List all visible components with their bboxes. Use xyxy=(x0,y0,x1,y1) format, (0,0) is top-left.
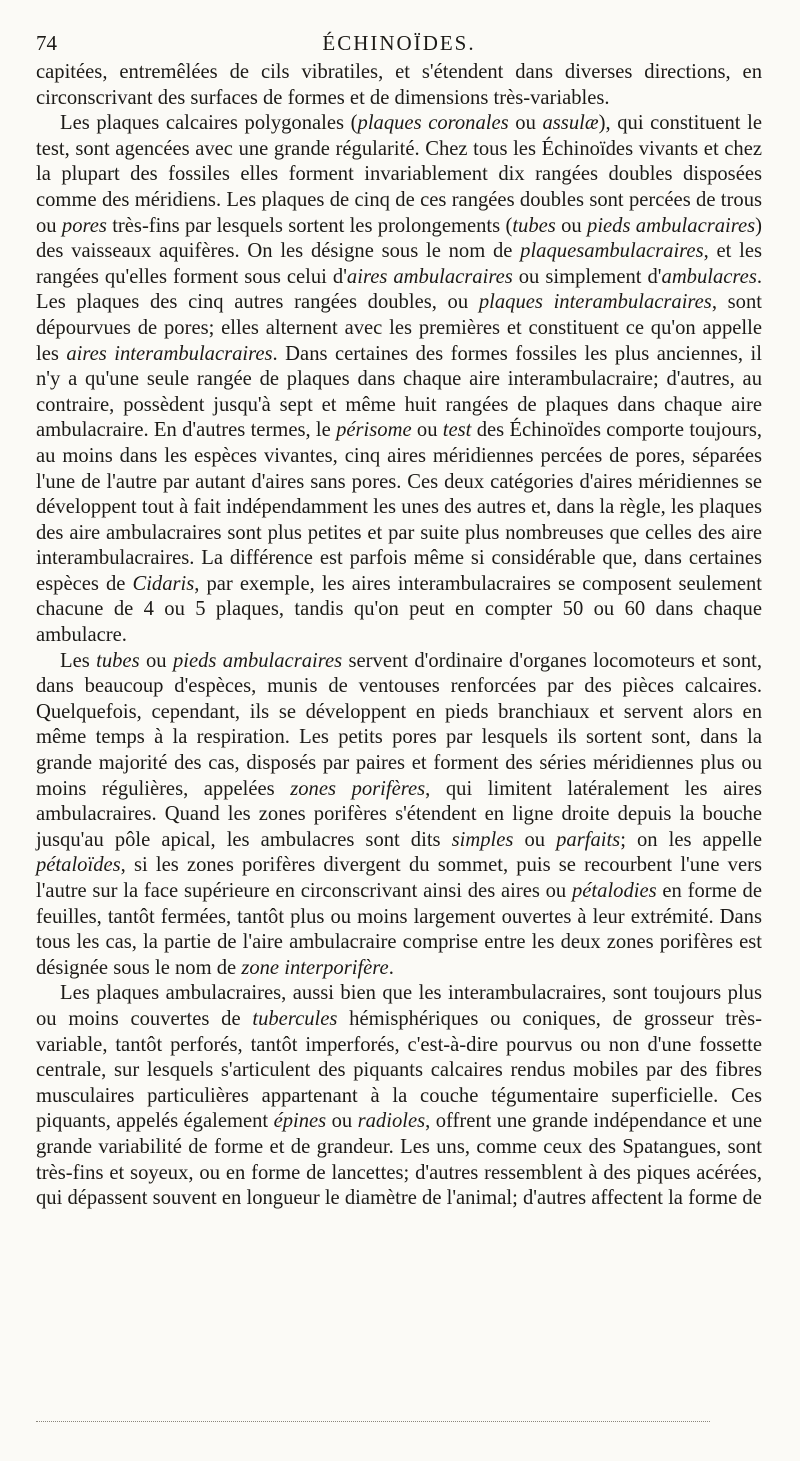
body-text xyxy=(36,60,762,1212)
text-run: très-fins par lesquels sortent les prolongements ( xyxy=(106,214,513,237)
text-run: Les xyxy=(60,649,97,672)
footer-rule xyxy=(36,1421,710,1422)
text-run: ou xyxy=(326,1110,358,1133)
text-run: ou xyxy=(411,419,443,442)
text-run: en forme de feuilles, tantôt fermées, tantôt plus ou moins largement ouvertes à leur extrémité. Dans tous les cas, la partie de l'aire ambulacraire comprise entre les deux zones porifères est désignée sous le nom de xyxy=(36,880,762,979)
text-run: ou simplement d' xyxy=(512,265,662,288)
text-run: , par exemple, les aires interambulacraires se composent seulement chacune de 4 ou 5 plaques, tandis qu'on peut en compter 50 ou 60 dans chaque ambulacre. xyxy=(36,572,762,647)
italic-term: assulæ xyxy=(542,112,599,135)
text-run: Les plaques calcaires polygonales ( xyxy=(60,112,358,135)
text-run: ou xyxy=(139,649,173,672)
italic-term: radioles xyxy=(357,1110,426,1133)
text-run: des Échinoïdes comporte toujours, au moins dans les espèces vivantes, cinq aires méridiennes percées de pores, séparées l'une de l'autre par autant d'aires sans pores. Ces deux catégories d'aires méridiennes se développent tout à fait indépendamment les unes des autres et, dans la règle, les plaques des aire ambulacraires sont plus petites et par suite plus nombreuses que celles des aire interambulacraires. La différence est parfois même si considérable que, dans certaines espèces de xyxy=(36,419,762,595)
italic-term: test xyxy=(442,419,472,442)
text-run: ou xyxy=(508,112,543,135)
text-run: , qui limitent latéralement les aires ambulacraires. Quand les zones porifères s'étendent en ligne droite depuis la bouche jusqu'au pôle apical, les ambulacres sont dits xyxy=(36,777,762,851)
italic-term: zones porifères xyxy=(290,777,426,800)
italic-term: plaques interambulacraires xyxy=(478,291,712,314)
italic-term: plaquesambulacraires xyxy=(520,240,704,263)
italic-term: aires interambulacraires xyxy=(66,342,273,365)
paragraph-3 xyxy=(36,649,762,982)
text-run: Les plaques ambulacraires, aussi bien que les interambulacraires, sont toujours plus ou moins couvertes de xyxy=(36,982,762,1030)
text-run: servent d'ordinaire d'organes locomoteurs et sont, dans beaucoup d'espèces, munis de ventouses renforcées par des pièces calcaires. Quelquefois, cependant, ils se développent en pieds branchiaux et servent alors en même temps à la respiration. Les petits pores par lesquels ils sortent sont, dans la grande majorité des cas, disposés par paires et forment des séries méridiennes plus ou moins régulières, appelées xyxy=(36,649,762,800)
italic-term: pieds ambulacraires xyxy=(172,649,343,672)
italic-term: pores xyxy=(61,214,107,237)
italic-term: pétaloïdes xyxy=(36,854,121,877)
italic-term: plaques coronales xyxy=(357,112,509,135)
running-head xyxy=(36,28,762,58)
text-run: , si les zones porifères divergent du sommet, puis se recourbent l'une vers l'autre sur la face supérieure en circonscrivant ainsi des aires ou xyxy=(36,854,762,902)
italic-term: périsome xyxy=(336,419,412,442)
text-run: ou xyxy=(555,214,588,237)
text-run: ou xyxy=(513,828,557,851)
paragraph-1 xyxy=(36,60,762,111)
text-run: , et les rangées qu'elles forment sous celui d' xyxy=(36,240,762,288)
text-run: ) des vaisseaux aquifères. On les désigne sous le nom de xyxy=(36,214,763,263)
running-title: ÉCHINOÏDES. xyxy=(322,31,476,55)
page-number: 74 xyxy=(36,31,57,55)
paragraph-4 xyxy=(36,981,762,1211)
italic-term: tubercules xyxy=(252,1007,338,1030)
text-run: capitées, entremêlées de cils vibratiles, et s'étendent dans diverses directions, en circonscrivant des surfaces de formes et de dimensions très-variables. xyxy=(36,61,762,109)
italic-term: parfaits xyxy=(556,828,621,851)
paragraph-2 xyxy=(36,111,762,648)
italic-term: ambulacres xyxy=(661,265,757,288)
text-run: hémisphériques ou coniques, de grosseur très-variable, tantôt perforés, tantôt imperforés, c'est-à-dire pourvus ou non d'une fossette centrale, sur lesquels s'articulent des piquants calcaires rendus mobiles par des fibres musculaires particulières appartenant à la couche tégumentaire superficielle. Ces piquants, appelés également xyxy=(36,1007,762,1133)
text-run: ; on les appelle xyxy=(620,828,763,851)
italic-term: simples xyxy=(451,828,514,851)
text-run: . Les plaques des cinq autres rangées doubles, ou xyxy=(36,265,762,314)
text-run: . Dans certaines des formes fossiles les plus anciennes, il n'y a qu'une seule rangée de plaques dans chaque aire interambulacraire; d'autres, au contraire, possèdent jusqu'à sept et même huit rangées de plaques dans chaque aire ambulacraire. En d'autres termes, le xyxy=(36,342,763,442)
italic-term: épines xyxy=(273,1110,327,1133)
italic-term: tubes xyxy=(96,649,140,672)
text-run: . xyxy=(388,956,394,979)
italic-term: Cidaris xyxy=(132,572,195,595)
italic-term: pieds ambulacraires xyxy=(587,214,756,237)
text-run: , offrent une grande indépendance et une grande variabilité de forme et de grandeur. Les uns, comme ceux des Spatangues, sont très-fins et soyeux, ou en forme de lancettes; d'autres ressemblent à des piques acérées, qui dépassent souvent en longueur le diamètre de l'animal; d'autres affectent la forme de xyxy=(36,1110,763,1210)
italic-term: pétalodies xyxy=(571,880,657,902)
text-run: , sont dépourvues de pores; elles alternent avec les premières et constituent ce qu'on appelle les xyxy=(36,291,762,365)
italic-term: tubes xyxy=(512,214,556,237)
italic-term: aires ambulacraires xyxy=(346,265,513,288)
italic-term: zone interporifère xyxy=(241,956,389,979)
text-run: ), qui constituent le test, sont agencées avec une grande régularité. Chez tous les Échinoïdes vivants et chez la plupart des fossiles elles forment invariablement dix rangées doubles disposées comme des méridiens. Les plaques de cinq de ces rangées doubles sont percées de trous ou xyxy=(36,112,763,237)
